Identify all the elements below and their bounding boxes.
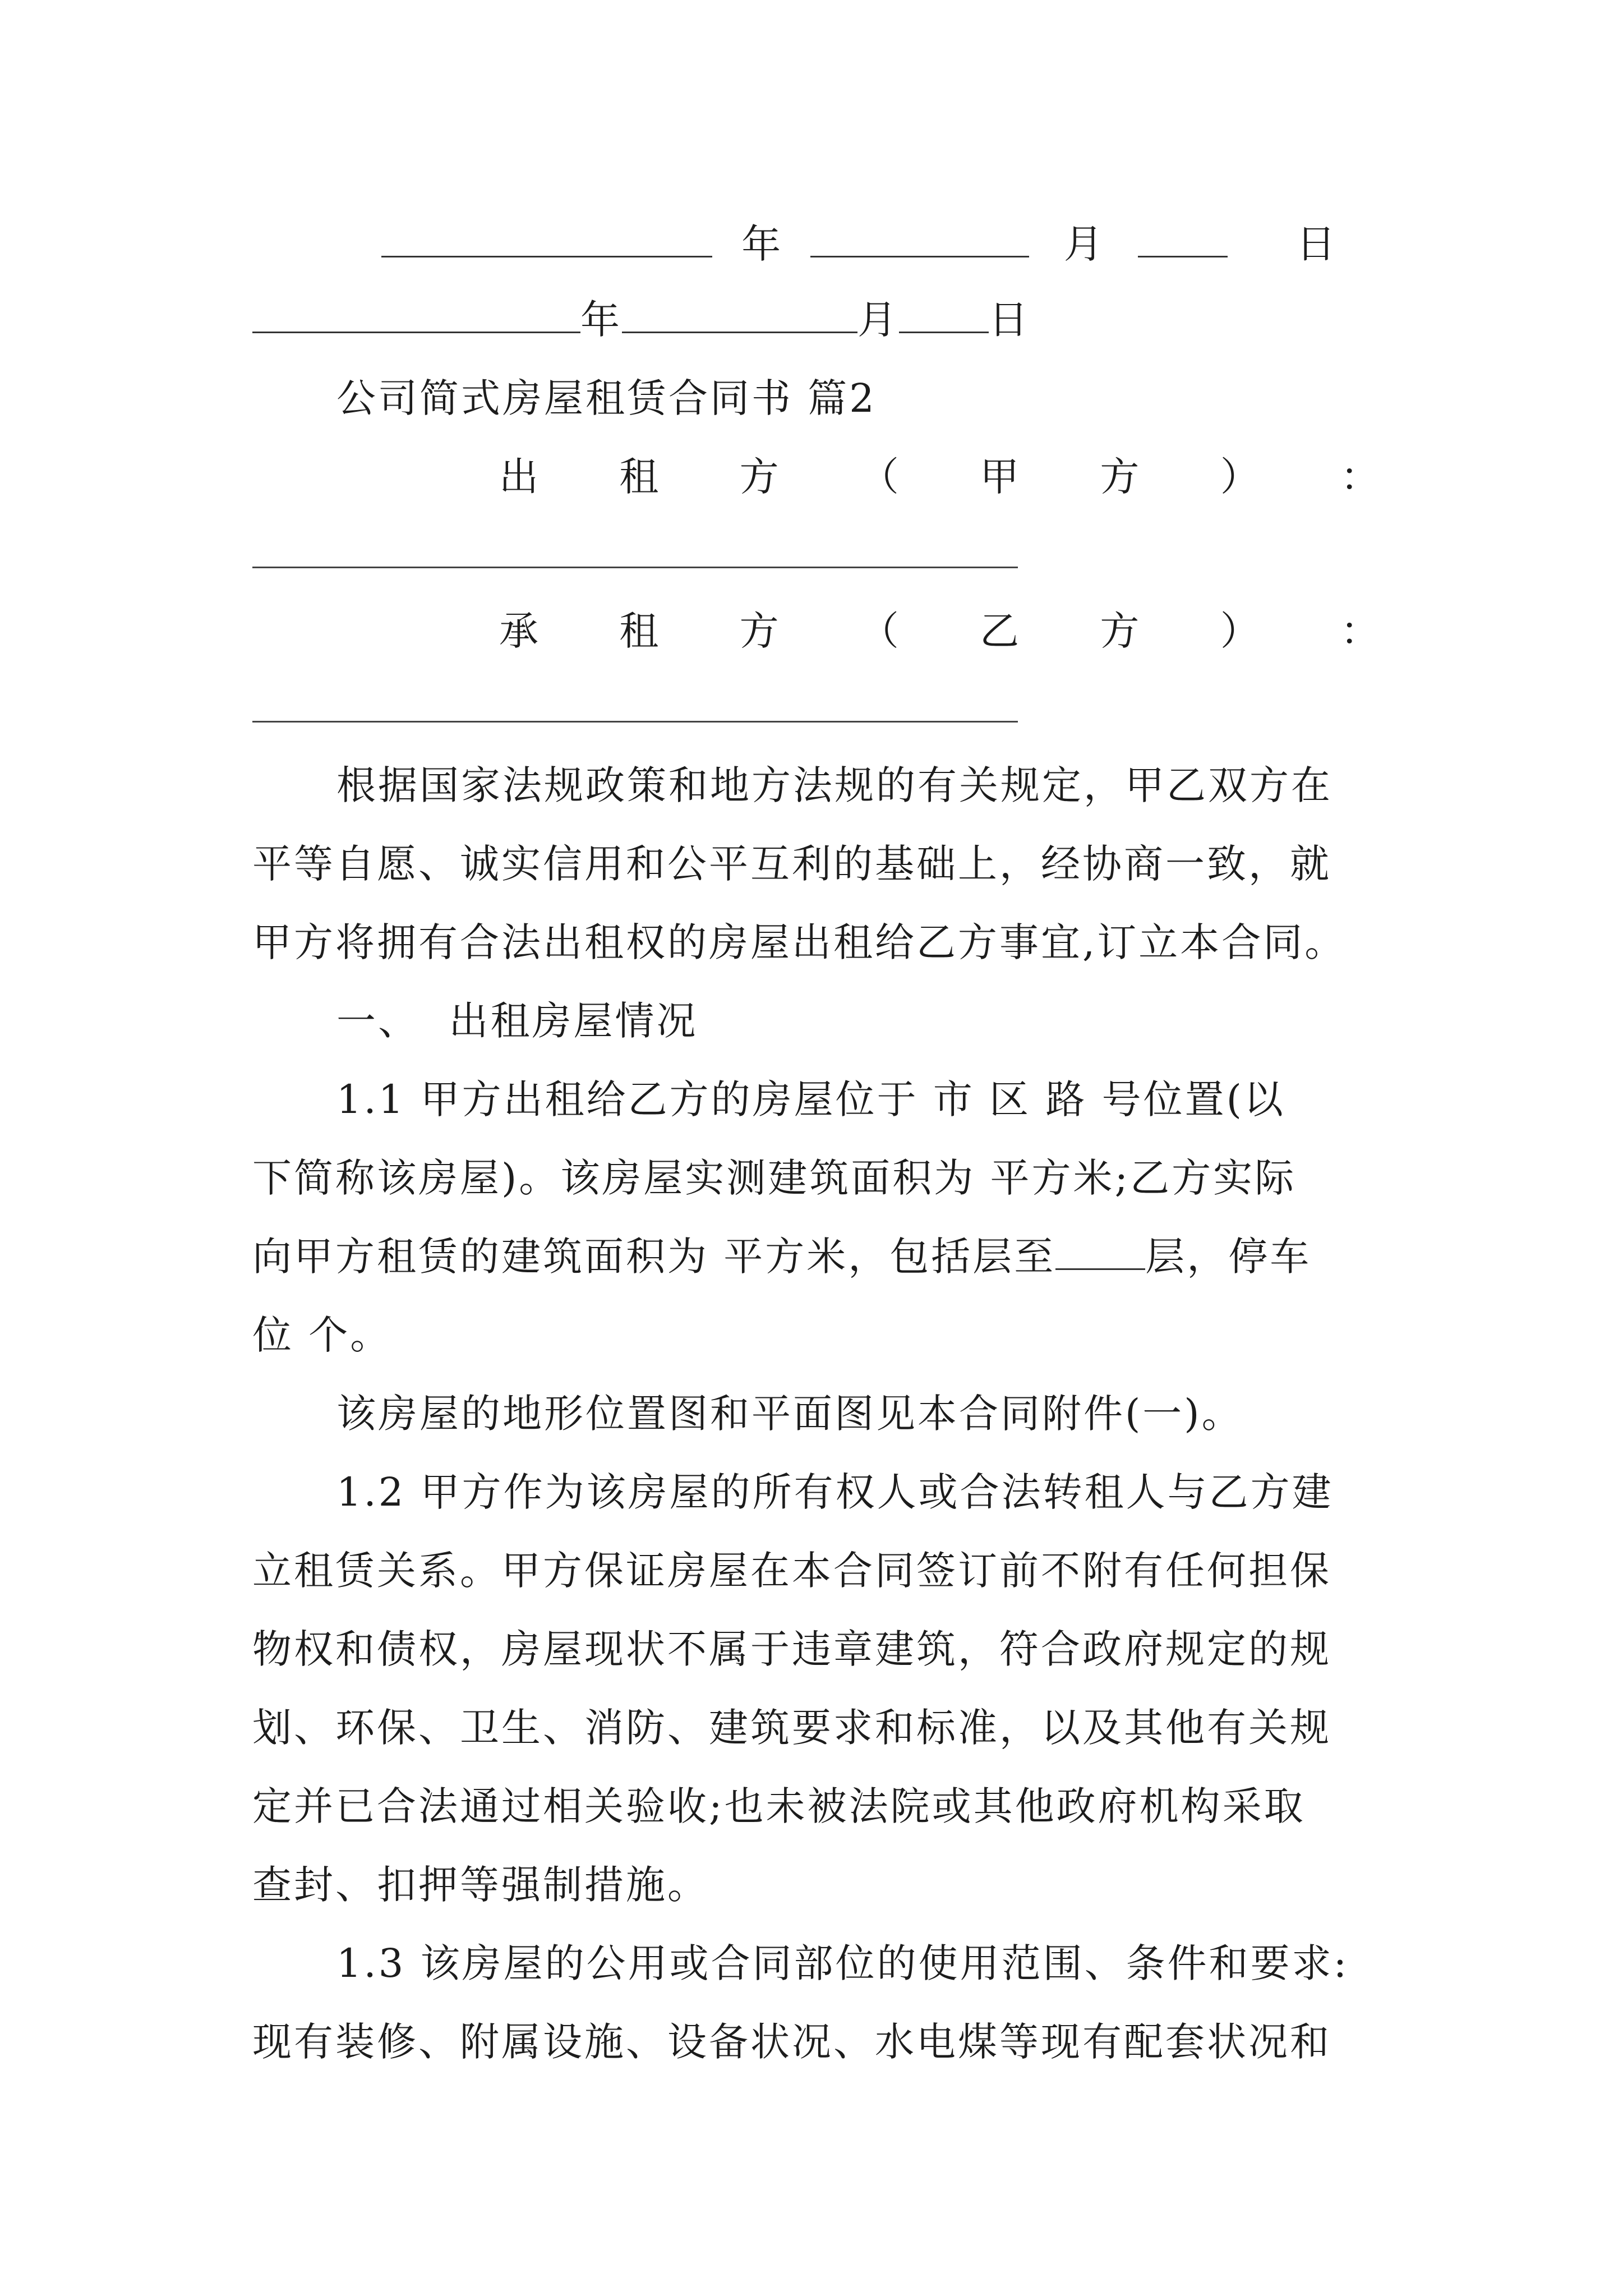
lessor-label <box>499 452 1380 502</box>
month-label: 月 <box>1063 221 1103 267</box>
clause-1-2-line: 立租赁关系。甲方保证房屋在本合同签订前不附有任何担保 <box>252 1548 1331 1594</box>
clause-1-2-line: 1.2 甲方作为该房屋的所有权人或合法转租人与乙方建 <box>336 1469 1334 1515</box>
lessee-char: ： <box>1340 608 1380 654</box>
clause-1-3-line: 现有装修、附属设施、设备状况、水电煤等现有配套状况和 <box>252 2019 1331 2065</box>
intro-line: 根据国家法规政策和地方法规的有关规定，甲乙双方在 <box>336 762 1332 808</box>
clause-1-2-line: 定并已合法通过相关验收;也未被法院或其他政府机构采取 <box>252 1783 1306 1829</box>
day-blank <box>899 298 989 333</box>
day-blank <box>1138 222 1228 257</box>
lessor-blank-line <box>252 567 1018 568</box>
lessee-label <box>499 606 1380 656</box>
year-label: 年 <box>741 221 781 267</box>
month-blank <box>810 222 1029 257</box>
year-label: 年 <box>580 297 622 343</box>
month-blank <box>622 298 857 333</box>
lessor-char: 方 <box>739 454 779 500</box>
lessor-char: ） <box>1220 454 1260 500</box>
lessor-char: 甲 <box>980 454 1020 500</box>
year-blank <box>381 222 712 257</box>
clause-1-1-line <box>252 1231 1396 1282</box>
section-1-title: 一、 出租房屋情况 <box>336 998 698 1044</box>
lessee-char: 乙 <box>980 608 1020 654</box>
lessee-char: 租 <box>619 608 659 654</box>
lessee-char: 方 <box>739 608 779 654</box>
lessor-char: 方 <box>1100 454 1140 500</box>
floor-blank <box>1055 1235 1145 1270</box>
day-label: 日 <box>1296 221 1336 267</box>
clause-1-2-line: 划、环保、卫生、消防、建筑要求和标准，以及其他有关规 <box>252 1705 1331 1751</box>
attachment-note: 该房屋的地形位置图和平面图见本合同附件(一)。 <box>336 1391 1243 1437</box>
lessee-char: 方 <box>1100 608 1140 654</box>
clause-1-1-line: 下简称该房屋)。该房屋实测建筑面积为 平方米;乙方实际 <box>252 1155 1297 1201</box>
lessor-char: （ <box>859 454 899 500</box>
lessee-char: （ <box>859 608 899 654</box>
intro-line: 平等自愿、诚实信用和公平互利的基础上，经协商一致，就 <box>252 841 1331 887</box>
clause-1-1-text: 层，停车 <box>1145 1234 1312 1280</box>
intro-line: 甲方将拥有合法出租权的房屋出租给乙方事宜,订立本合同。 <box>252 919 1347 965</box>
date-line-2 <box>252 295 1396 345</box>
date-line-1 <box>381 219 1335 269</box>
clause-1-1-line: 位 个。 <box>252 1312 392 1358</box>
clause-1-2-line: 物权和债权，房屋现状不属于违章建筑，符合政府规定的规 <box>252 1626 1331 1672</box>
lessee-char: ） <box>1220 608 1260 654</box>
clause-1-2-line: 查封、扣押等强制措施。 <box>252 1862 709 1908</box>
day-label: 日 <box>989 297 1030 343</box>
clause-1-3-line: 1.3 该房屋的公用或合同部位的使用范围、条件和要求: <box>336 1940 1349 1986</box>
section-heading: 公司简式房屋租赁合同书 篇2 <box>336 375 877 421</box>
clause-1-1-line: 1.1 甲方出租给乙方的房屋位于 市 区 路 号位置(以 <box>336 1076 1285 1122</box>
year-blank <box>252 298 580 333</box>
lessor-char: 租 <box>619 454 659 500</box>
clause-1-1-text: 向甲方租赁的建筑面积为 平方米，包括层至 <box>252 1234 1056 1280</box>
lessor-char: 出 <box>499 454 538 500</box>
lessor-char: ： <box>1340 454 1380 500</box>
lessee-blank-line <box>252 721 1018 723</box>
month-label: 月 <box>857 297 899 343</box>
lessee-char: 承 <box>499 608 538 654</box>
